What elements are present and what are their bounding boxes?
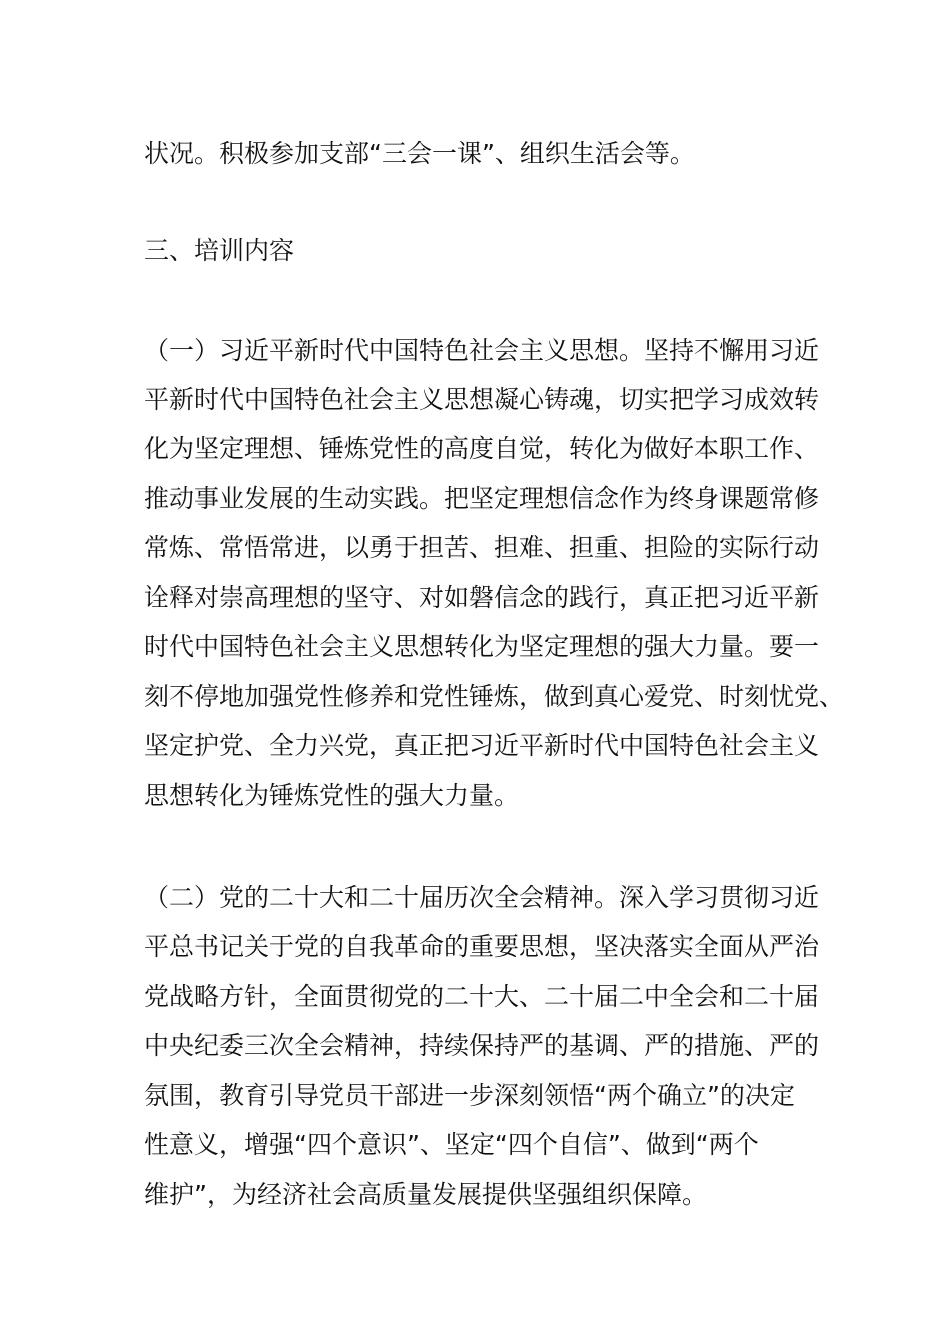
paragraph-line: 坚定护党、全力兴党，真正把习近平新时代中国特色社会主义 — [144, 731, 820, 760]
continuation-text: 状况。积极参加支部“三会一课”、组织生活会等。 — [144, 139, 695, 168]
paragraph-line: 推动事业发展的生动实践。把坚定理想信念作为终身课题常修 — [144, 484, 820, 513]
paragraph-line: 中央纪委三次全会精神，持续保持严的基调、严的措施、严的 — [144, 1031, 820, 1060]
paragraph-line: 思想转化为锤炼党性的强大力量。 — [144, 781, 520, 810]
paragraph-line: （一）习近平新时代中国特色社会主义思想。坚持不懈用习近 — [144, 336, 820, 365]
paragraph-line: 时代中国特色社会主义思想转化为坚定理想的强大力量。要一 — [144, 632, 820, 661]
paragraph-line: 氛围，教育引导党员干部进一步深刻领悟“两个确立”的决定 — [144, 1081, 795, 1110]
section-heading: 三、培训内容 — [144, 236, 295, 265]
paragraph-line: 党战略方针，全面贯彻党的二十大、二十届二中全会和二十届 — [144, 982, 820, 1011]
paragraph-line: 性意义，增强“四个意识”、坚定“四个自信”、做到“两个 — [144, 1130, 759, 1159]
paragraph-line: 平总书记关于党的自我革命的重要思想，坚决落实全面从严治 — [144, 932, 820, 961]
paragraph-line: （二）党的二十大和二十届历次全会精神。深入学习贯彻习近 — [144, 883, 820, 912]
paragraph-line: 诠释对崇高理想的坚守、对如磐信念的践行，真正把习近平新 — [144, 583, 820, 612]
paragraph-line: 维护”，为经济社会高质量发展提供坚强组织保障。 — [144, 1180, 707, 1209]
paragraph-line: 平新时代中国特色社会主义思想凝心铸魂，切实把学习成效转 — [144, 385, 820, 414]
paragraph-line: 刻不停地加强党性修养和党性锤炼，做到真心爱党、时刻忧党、 — [144, 682, 845, 711]
paragraph-line: 化为坚定理想、锤炼党性的高度自觉，转化为做好本职工作、 — [144, 434, 820, 463]
paragraph-line: 常炼、常悟常进，以勇于担苦、担难、担重、担险的实际行动 — [144, 533, 820, 562]
